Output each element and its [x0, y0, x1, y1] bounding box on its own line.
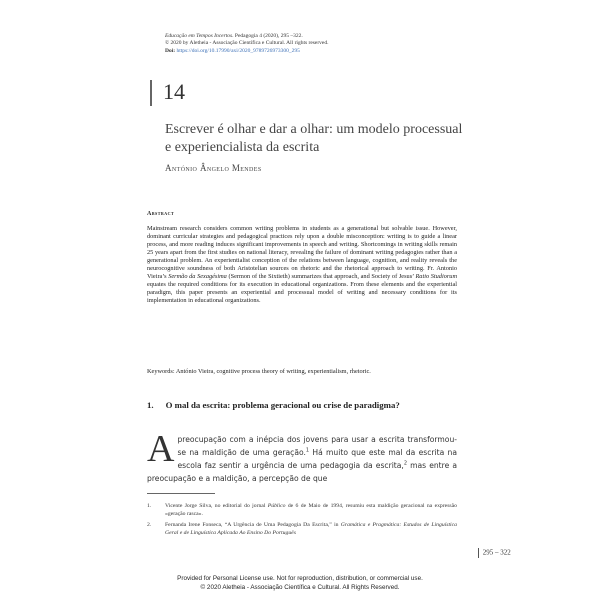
footnote-item: [147, 503, 457, 518]
doi-line: [165, 48, 329, 55]
footnotes: [147, 503, 457, 541]
page-range-bar: [478, 548, 479, 558]
section-heading: [147, 400, 400, 410]
footnote-number: 1.: [147, 503, 152, 509]
publication-meta: [165, 33, 329, 55]
doi-link[interactable]: https://doi.org/10.17990/axi/2020_9789726973300_295: [176, 47, 300, 54]
sermon-title: Sermão da Sexagésima: [168, 273, 227, 281]
license-notice: [0, 575, 600, 592]
abstract-part-1: Mainstream research considers common writing problems in students as a generational but solvable issue. However, dominant curricular strategies and pedagogical practices rely upon a double misconception: writing is to guide a linear process, and more reading induces significant improvements in speech and writing. Shortcomings in writing skills remain 25 years apart from the first studies on national literacy, revealing the failure of dominant writing pedagogies rather than a generational problem. An experientialist conception of the relations between language, cognition, and reality reveals the neurocognitive soundness of both Aristotelian sources on rhetoric and the rhetorical approach to writing. Fr. Antonio Vieira’s: [147, 225, 457, 281]
abstract-heading: Abstract: [147, 211, 175, 217]
footnote-text: [165, 522, 457, 537]
footnote-text-part: Vicente Jorge Silva, no editorial do jornal: [165, 503, 266, 509]
section-title: O mal da escrita: problema geracional ou crise de paradigma?: [165, 400, 400, 410]
footnote-ref-2[interactable]: 2: [403, 460, 408, 467]
footnote-italic: Público: [267, 503, 286, 509]
footnote-item: [147, 522, 457, 537]
article-title: Escrever é olhar e dar a olhar: um modelo processual e experiencialista da escrita: [165, 122, 463, 155]
footnote-number: 2.: [147, 522, 152, 529]
body-part-2: Há muito que este mal da escrita na escola faz sentir a urgência de uma pedagogia da escrita,: [177, 448, 457, 470]
license-line-1: Provided for Personal License use. Not for reproduction, distribution, or commercial use.: [177, 575, 423, 582]
abstract-part-3: equates the required conditions for its execution in educational organizations. From these elements and the experiential paradigm, this paper presents an experiential and processual model of writing and necessary conditions for its implementation in educational organizations.: [147, 281, 457, 305]
body-part-3: mas entre a preocupação e a maldição, a percepção de que: [147, 461, 458, 483]
footnote-ref-1[interactable]: 1: [305, 447, 310, 454]
drop-cap: A: [147, 428, 175, 470]
page-range: [478, 548, 511, 558]
chapter-number: 14: [163, 79, 185, 104]
body-paragraph: [147, 428, 458, 485]
abstract-text: [147, 225, 457, 305]
footnote-text-part: de 6 de Maio de 1994, resumiu esta maldição geracional na expressão «geração rasca».: [165, 503, 457, 517]
page-range-text: 295 – 322: [482, 548, 511, 557]
section-number: 1.: [147, 400, 154, 410]
copyright-line: © 2020 by Aletheia - Associação Científica e Cultural. All rights reserved.: [165, 40, 329, 47]
footnote-text-part: Fernanda Irene Fonseca, “A Urgência de Uma Pedagogia Da Escrita,” in: [165, 522, 339, 529]
author-name: António Ângelo Mendes: [165, 163, 262, 173]
doi-label: Doi:: [165, 47, 176, 54]
footnote-divider: [147, 493, 215, 494]
footnote-text: [165, 503, 457, 518]
keywords: Keywords: António Vieira, cognitive process theory of writing, experientialism, rhetoric.: [147, 368, 371, 375]
license-line-2: © 2020 Aletheia - Associação Científica e Cultural. All Rights Reserved.: [200, 583, 400, 591]
footnote-italic: Gramática e Pragmática: Estudos de Linguística Geral e de Linguística Aplicada Ao Ensino Do Português: [165, 522, 457, 536]
abstract-part-2: (Sermon of the Sixtieth) summarizes that approach, and Society of Jesus’: [228, 273, 414, 281]
citation-detail: . Pedagogia 4 (2020), 295 –322.: [232, 33, 303, 39]
journal-title: Educação em Tempos Incertos: [165, 33, 233, 39]
chapter-rule: [150, 80, 152, 106]
ratio-title: Ratio Studiorum: [415, 273, 457, 281]
body-part-1: preocupação com a inépcia dos jovens para usar a escrita transformou-se na maldição de uma geração.: [177, 435, 457, 457]
